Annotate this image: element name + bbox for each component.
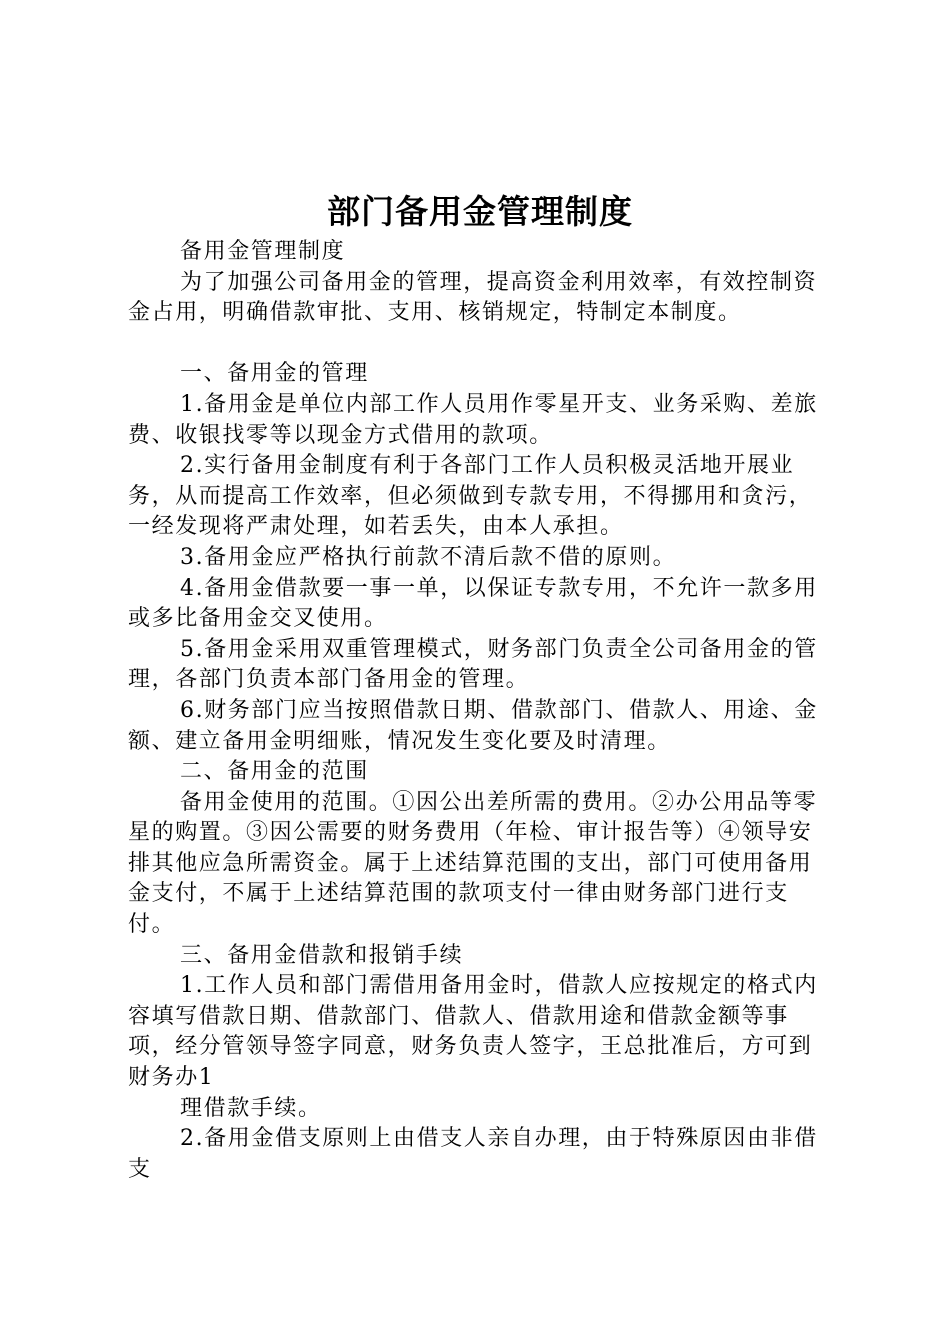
paragraph: 6.财务部门应当按照借款日期、借款部门、借款人、用途、金额、建立备用金明细账，情况发生变化要及时清理。	[128, 697, 818, 754]
document-title: 部门备用金管理制度	[327, 192, 633, 231]
paragraph: 2.备用金借支原则上由借支人亲自办理，由于特殊原因由非借支	[128, 1126, 818, 1182]
section-heading: 一、备用金的管理	[180, 361, 369, 387]
paragraph: 3.备用金应严格执行前款不清后款不借的原则。	[180, 544, 677, 570]
paragraph: 1.备用金是单位内部工作人员用作零星开支、业务采购、差旅费、收银找零等以现金方式借用的款项。	[128, 391, 818, 448]
paragraph: 为了加强公司备用金的管理，提高资金利用效率，有效控制资金占用，明确借款审批、支用、核销规定，特制定本制度。	[128, 269, 818, 326]
document-body	[128, 237, 834, 1185]
paragraph: 备用金管理制度	[180, 239, 346, 264]
section-heading: 三、备用金借款和报销手续	[180, 942, 464, 968]
paragraph: 1.工作人员和部门需借用备用金时，借款人应按规定的格式内容填写借款日期、借款部门、借款人、借款用途和借款金额等事项，经分管领导签字同意，财务负责人签字，王总批准后，方可到财务办1	[128, 973, 818, 1091]
paragraph: 5.备用金采用双重管理模式，财务部门负责全公司备用金的管理，各部门负责本部门备用金的管理。	[128, 636, 818, 693]
paragraph: 备用金使用的范围。①因公出差所需的费用。②办公用品等零星的购置。③因公需要的财务费用（年检、审计报告等）④领导安排其他应急所需资金。属于上述结算范围的支出，部门可使用备用金支付，不属于上述结算范围的款项支付一律由财务部门进行支付。	[128, 789, 818, 938]
paragraph: 4.备用金借款要一事一单，以保证专款专用，不允许一款多用或多比备用金交叉使用。	[128, 575, 818, 632]
section-heading: 二、备用金的范围	[180, 759, 369, 785]
paragraph: 理借款手续。	[180, 1095, 322, 1121]
paragraph: 2.实行备用金制度有利于各部门工作人员积极灵活地开展业务，从而提高工作效率，但必须做到专款专用，不得挪用和贪污，一经发现将严肃处理，如若丢失，由本人承担。	[128, 453, 813, 540]
blank-line	[128, 329, 834, 360]
